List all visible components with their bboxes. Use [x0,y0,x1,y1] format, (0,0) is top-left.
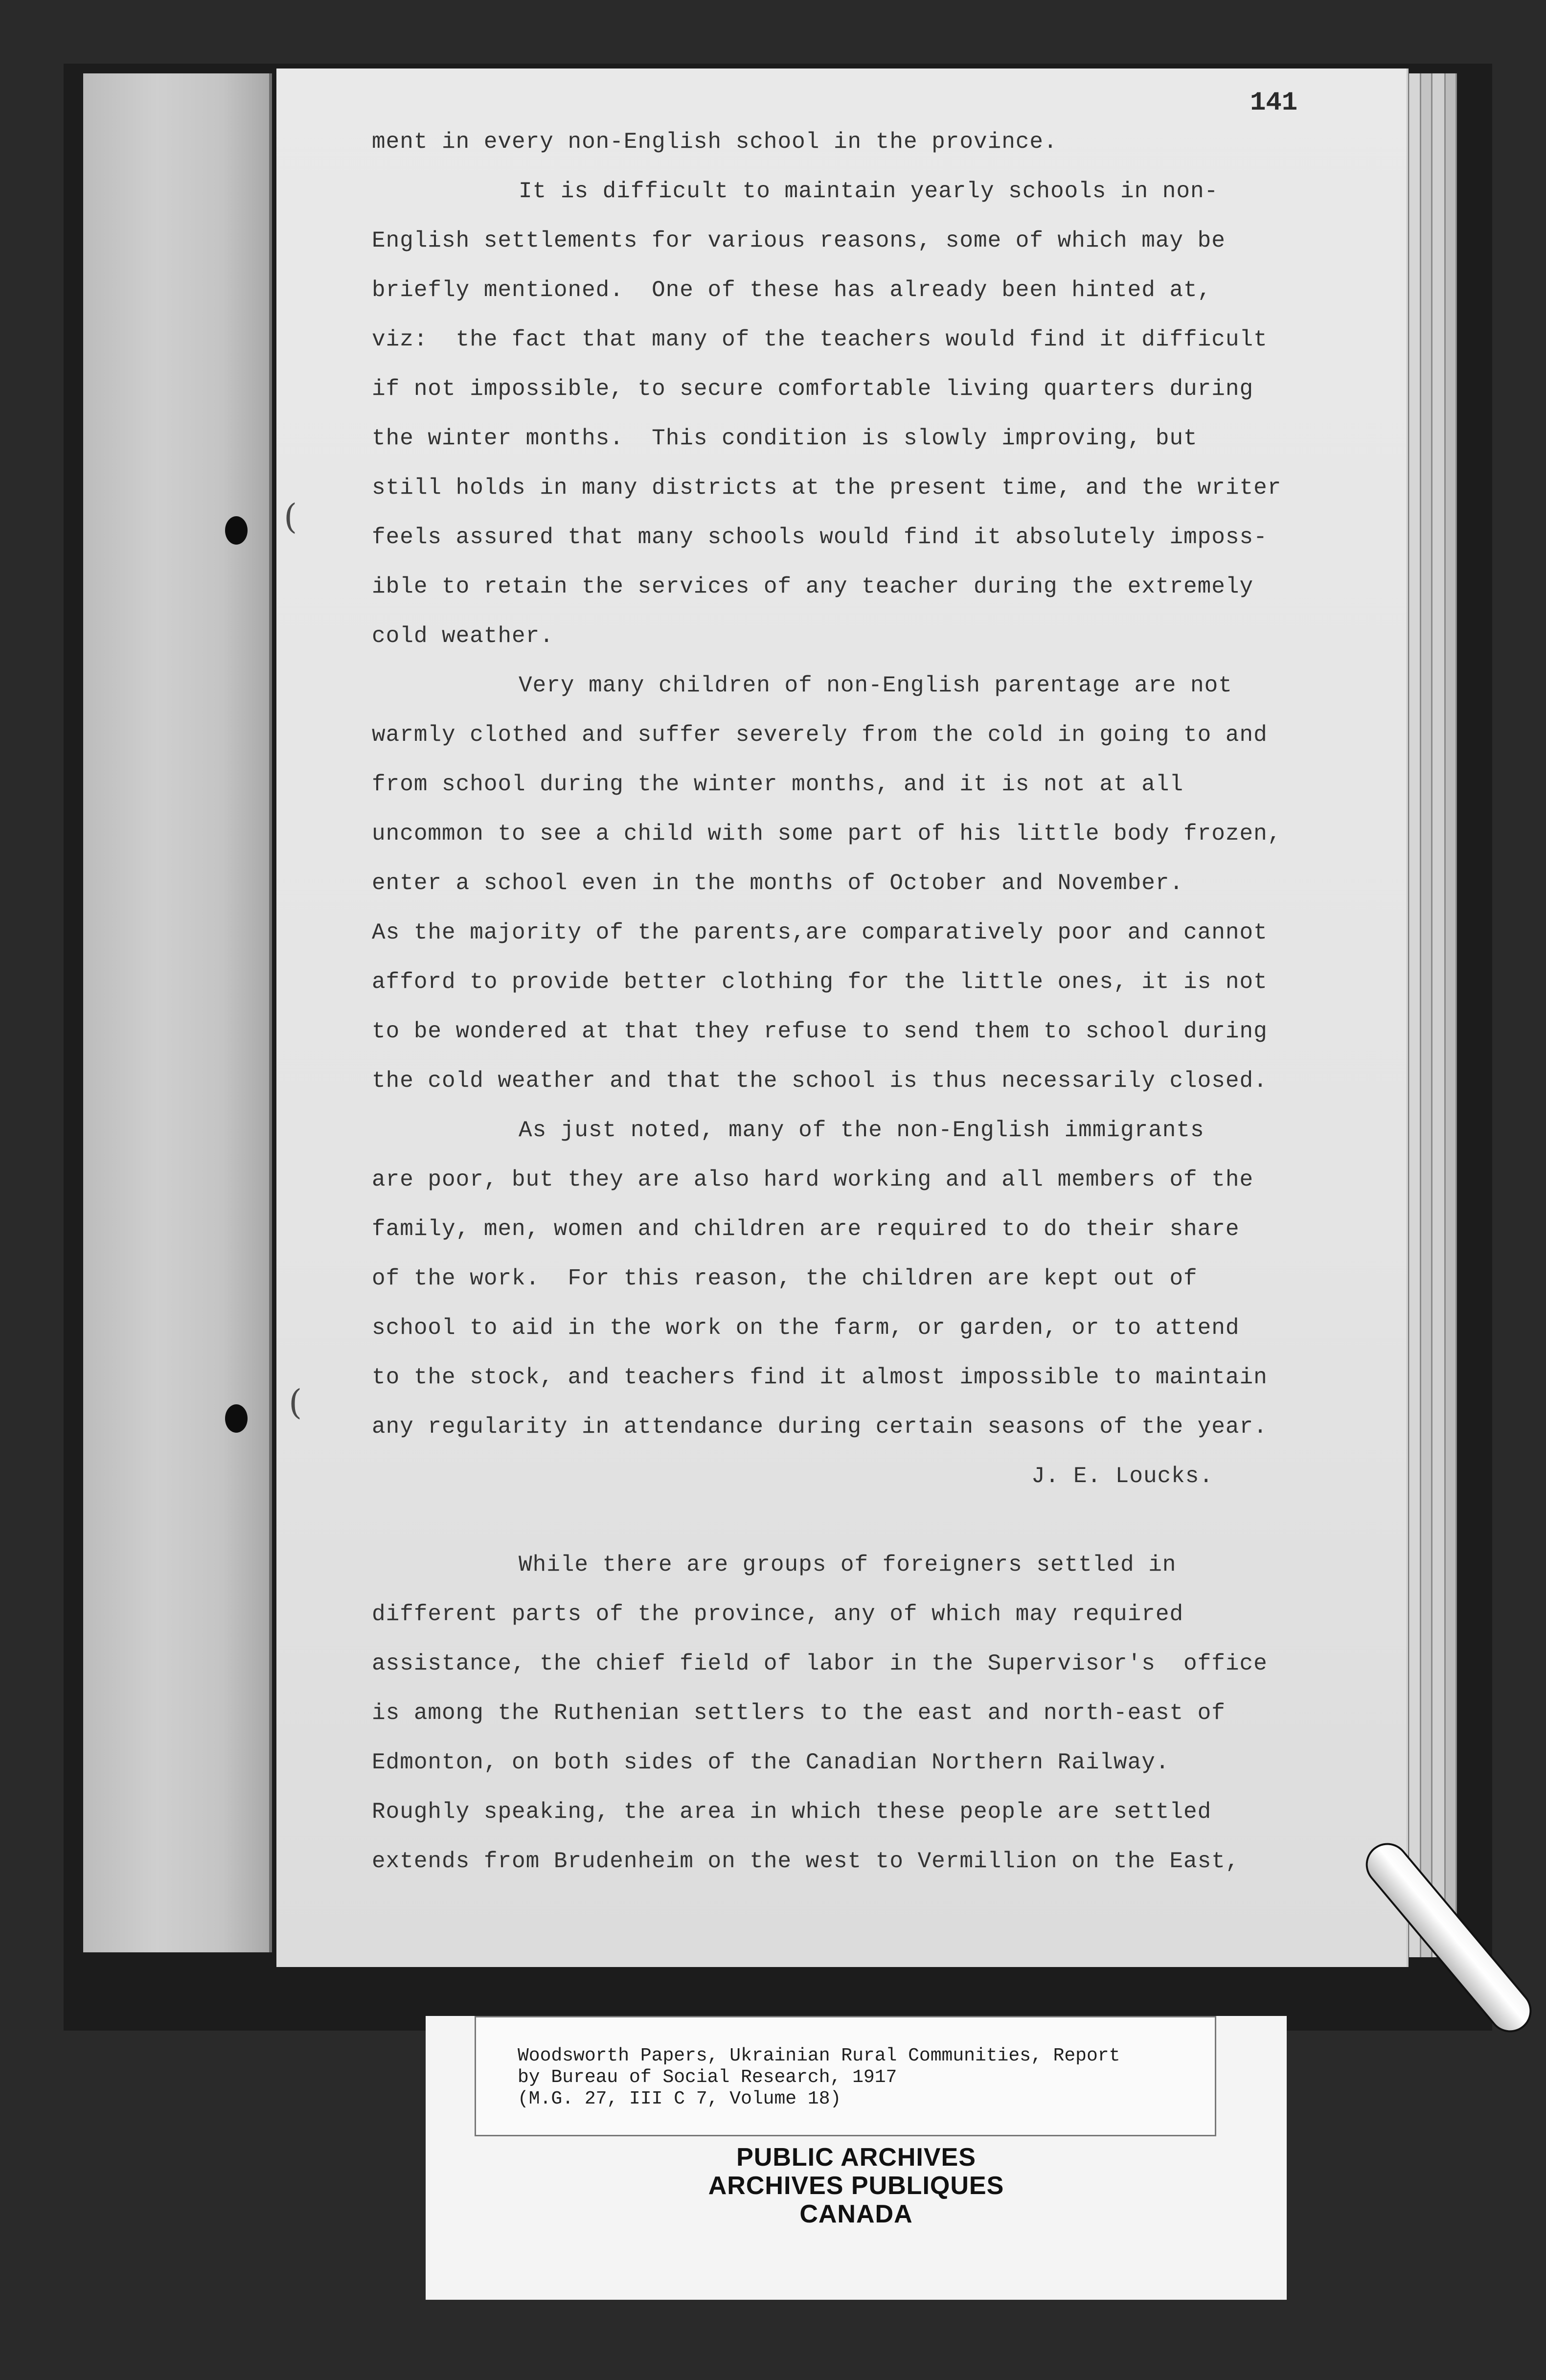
text-line: viz: the fact that many of the teachers would find it difficult [372,327,1268,352]
page-edge [1421,73,1432,1957]
page-edge [1409,73,1421,1957]
text-line: ment in every non-English school in the province. [372,129,1058,155]
text-line: to be wondered at that they refuse to send them to school during [372,1019,1268,1044]
text-line: to the stock, and teachers find it almost impossible to maintain [372,1365,1268,1390]
pencil-bracket-mark: ( [284,497,297,537]
text-line: different parts of the province, any of which may required [372,1602,1184,1627]
text-line: enter a school even in the months of October and November. [372,870,1184,896]
text-line: of the work. For this reason, the children are kept out of [372,1266,1198,1291]
text-line: any regularity in attendance during certain seasons of the year. [372,1414,1268,1440]
citation-line: Woodsworth Papers, Ukrainian Rural Communities, Report [518,2045,1120,2066]
text-line: briefly mentioned. One of these has already been hinted at, [372,277,1212,303]
page-number: 141 [1250,88,1298,118]
section-gap [372,1501,1350,1540]
text-line: if not impossible, to secure comfortable living quarters during [372,376,1254,402]
archive-citation [518,2045,1203,2110]
text-line: are poor, but they are also hard working and all members of the [372,1167,1254,1192]
citation-line: by Bureau of Social Research, 1917 [518,2067,897,2088]
text-line: English settlements for various reasons, some of which may be [372,228,1226,253]
text-line: the winter months. This condition is slowly improving, but [372,426,1198,451]
stamp-line: ARCHIVES PUBLIQUES [708,2172,1004,2200]
text-line: While there are groups of foreigners settled in [519,1552,1177,1578]
paragraph-group-2 [372,1540,1350,1886]
archive-stamp [426,2143,1287,2228]
previous-leaf [83,73,272,1952]
text-line: Edmonton, on both sides of the Canadian Northern Railway. [372,1750,1170,1775]
signature-line: J. E. Loucks. [1031,1464,1213,1489]
pencil-bracket-mark: ( [289,1382,302,1422]
page-edge [1446,73,1457,1957]
typed-body-text [372,117,1350,1886]
text-line: cold weather. [372,623,554,649]
text-line: feels assured that many schools would find it absolutely imposs- [372,525,1268,550]
page-edge [1432,73,1446,1957]
text-line: family, men, women and children are required to do their share [372,1216,1240,1242]
text-line: assistance, the chief field of labor in the Supervisor's office [372,1651,1268,1676]
text-line: It is difficult to maintain yearly schools in non- [519,179,1219,204]
text-line: school to aid in the work on the farm, or garden, or to attend [372,1315,1240,1341]
text-line: As just noted, many of the non-English immigrants [519,1118,1205,1143]
stamp-line: CANADA [799,2200,913,2228]
text-line: As the majority of the parents,are comparatively poor and cannot [372,920,1268,945]
punch-hole-bottom [225,1404,248,1433]
citation-line: (M.G. 27, III C 7, Volume 18) [518,2088,841,2109]
text-line: afford to provide better clothing for the little ones, it is not [372,969,1268,995]
text-line: extends from Brudenheim on the west to Vermillion on the East, [372,1849,1240,1874]
text-line: warmly clothed and suffer severely from the cold in going to and [372,722,1268,748]
text-line: still holds in many districts at the present time, and the writer [372,475,1282,501]
text-line: ible to retain the services of any teacher during the extremely [372,574,1254,599]
text-line: is among the Ruthenian settlers to the east and north-east of [372,1700,1226,1726]
stamp-line: PUBLIC ARCHIVES [736,2143,976,2172]
text-line: the cold weather and that the school is thus necessarily closed. [372,1068,1268,1094]
text-line: Roughly speaking, the area in which these people are settled [372,1799,1212,1825]
paragraph-group-1 [372,117,1350,1452]
text-line: Very many children of non-English parentage are not [519,673,1232,698]
punch-hole-top [225,516,248,545]
text-line: from school during the winter months, and it is not at all [372,772,1184,797]
text-line: uncommon to see a child with some part of his little body frozen, [372,821,1282,847]
